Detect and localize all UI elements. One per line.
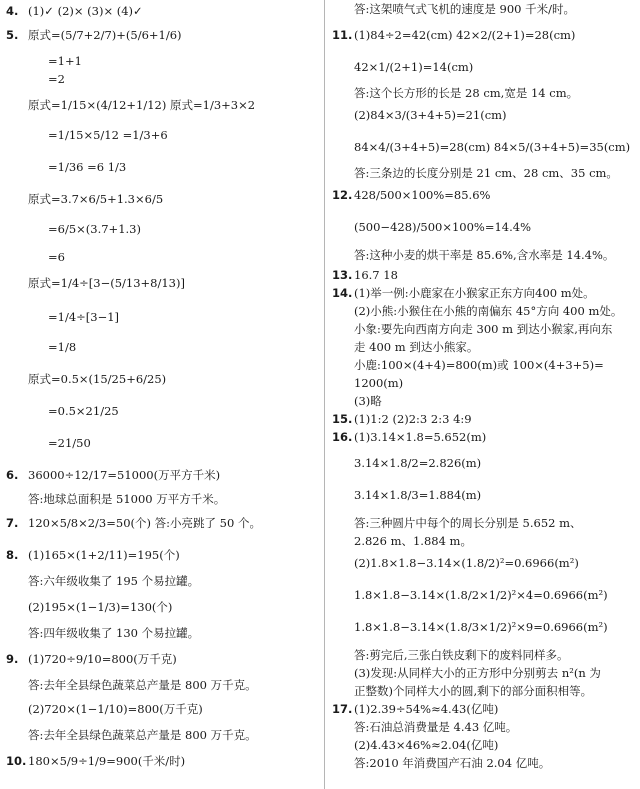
answer-line <box>332 488 636 502</box>
answer-text: 答:去年全县绿色蔬菜总产量是 800 万千克。 <box>28 678 257 692</box>
answer-line <box>332 340 636 354</box>
answer-text: (2)84×3/(3+4+5)=21(cm) <box>354 108 507 122</box>
answer-text: 答:这种小麦的烘干率是 85.6%,含水率是 14.4%。 <box>354 248 615 262</box>
answer-line <box>332 166 636 180</box>
answer-text: =6 <box>48 250 65 264</box>
answer-line <box>6 652 316 666</box>
question-number: 16. <box>332 430 353 444</box>
answer-line <box>6 574 316 588</box>
answer-line <box>6 222 316 236</box>
question-number: 9. <box>6 652 19 666</box>
question-number: 15. <box>332 412 353 426</box>
answer-line <box>6 72 316 86</box>
answer-line <box>332 666 636 680</box>
answer-line <box>332 738 636 752</box>
answer-text: 36000÷12/17=51000(万平方千米) <box>28 468 221 482</box>
answer-line <box>6 310 316 324</box>
answer-text: =1/8 <box>48 340 77 354</box>
answer-text: (1)3.14×1.8=5.652(m) <box>354 430 487 444</box>
answer-line <box>6 492 316 506</box>
answer-text: 正整数)个同样大小的圆,剩下的部分面积相等。 <box>354 684 593 698</box>
answer-line <box>332 108 636 122</box>
answer-text: =1/15×5/12 =1/3+6 <box>48 128 168 142</box>
answer-text: (2)小熊:小猴住在小熊的南偏东 45°方向 400 m处。 <box>354 304 623 318</box>
answer-text: 答:2010 年消费国产石油 2.04 亿吨。 <box>354 756 551 770</box>
answer-line <box>332 516 636 530</box>
answer-line <box>332 188 636 202</box>
answer-text: =0.5×21/25 <box>48 404 119 418</box>
answer-text: =2 <box>48 72 65 86</box>
answer-text: 原式=0.5×(15/25+6/25) <box>28 372 167 386</box>
answer-line <box>332 648 636 662</box>
answer-text: 答:石油总消费量是 4.43 亿吨。 <box>354 720 518 734</box>
answer-line <box>6 548 316 562</box>
answer-text: =1/36 =6 1/3 <box>48 160 127 174</box>
answer-line <box>6 516 316 530</box>
answer-text: (3)略 <box>354 394 382 408</box>
answer-text: 3.14×1.8/3=1.884(m) <box>354 488 482 502</box>
answer-line <box>332 620 636 634</box>
answer-text: 小鹿:100×(4+4)=800(m)或 100×(4+3+5)= <box>354 358 604 372</box>
answer-line <box>6 192 316 206</box>
answer-text: 答:六年级收集了 195 个易拉罐。 <box>28 574 200 588</box>
answer-text: 84×4/(3+4+5)=28(cm) 84×5/(3+4+5)=35(cm) <box>354 140 631 154</box>
answer-line <box>6 468 316 482</box>
answer-line <box>332 720 636 734</box>
answer-line <box>6 600 316 614</box>
column-divider <box>324 0 325 789</box>
answer-text: 428/500×100%=85.6% <box>354 188 491 202</box>
answer-text: 原式=1/15×(4/12+1/12) 原式=1/3+3×2 <box>28 98 256 112</box>
answer-text: 180×5/9÷1/9=900(千米/时) <box>28 754 186 768</box>
answer-text: (3)发现:从同样大小的正方形中分别剪去 n²(n 为 <box>354 666 601 680</box>
answer-text: (1)举一例:小鹿家在小猴家正东方向400 m处。 <box>354 286 595 300</box>
question-number: 10. <box>6 754 27 768</box>
question-number: 4. <box>6 4 19 18</box>
question-number: 6. <box>6 468 19 482</box>
answer-line <box>6 160 316 174</box>
answer-line <box>6 702 316 716</box>
question-number: 8. <box>6 548 19 562</box>
answer-line <box>332 702 636 716</box>
answer-text: 答:四年级收集了 130 个易拉罐。 <box>28 626 200 640</box>
answer-text: (2)720×(1−1/10)=800(万千克) <box>28 702 203 716</box>
question-number: 11. <box>332 28 353 42</box>
answer-line <box>332 140 636 154</box>
answer-line <box>332 684 636 698</box>
answer-line <box>6 754 316 768</box>
answer-line <box>332 394 636 408</box>
answer-line <box>332 248 636 262</box>
answer-line <box>332 86 636 100</box>
answer-line <box>332 534 636 548</box>
answer-line <box>6 372 316 386</box>
answer-line <box>332 304 636 318</box>
answer-line <box>332 268 636 282</box>
answer-line <box>6 728 316 742</box>
answer-text: (2)4.43×46%≈2.04(亿吨) <box>354 738 499 752</box>
answer-line <box>6 626 316 640</box>
answer-line <box>332 322 636 336</box>
answer-text: (1)165×(1+2/11)=195(个) <box>28 548 180 562</box>
answer-line <box>6 276 316 290</box>
answer-text: (2)195×(1−1/3)=130(个) <box>28 600 173 614</box>
question-number: 7. <box>6 516 19 530</box>
answer-line <box>332 412 636 426</box>
answer-line <box>332 358 636 372</box>
answer-text: 小象:要先向西南方向走 300 m 到达小猴家,再向东 <box>354 322 613 336</box>
answer-line <box>6 404 316 418</box>
answer-line <box>332 220 636 234</box>
answer-text: (1)1:2 (2)2:3 2:3 4:9 <box>354 412 472 426</box>
answer-line <box>332 60 636 74</box>
answer-text: (1)✓ (2)× (3)× (4)✓ <box>28 4 143 18</box>
answer-line <box>6 340 316 354</box>
question-number: 13. <box>332 268 353 282</box>
answer-text: 1.8×1.8−3.14×(1.8/3×1/2)²×9=0.6966(m²) <box>354 620 608 634</box>
question-number: 17. <box>332 702 353 716</box>
answer-text: 3.14×1.8/2=2.826(m) <box>354 456 482 470</box>
answer-line <box>6 250 316 264</box>
answer-line <box>6 28 316 42</box>
answer-line <box>6 98 316 112</box>
answer-text: 答:去年全县绿色蔬菜总产量是 800 万千克。 <box>28 728 257 742</box>
answer-text: (1)84÷2=42(cm) 42×2/(2+1)=28(cm) <box>354 28 576 42</box>
answer-line <box>6 54 316 68</box>
answer-text: 原式=3.7×6/5+1.3×6/5 <box>28 192 164 206</box>
answer-text: 120×5/8×2/3=50(个) 答:小亮跳了 50 个。 <box>28 516 261 530</box>
answer-line <box>332 2 636 16</box>
question-number: 5. <box>6 28 19 42</box>
answer-line <box>332 756 636 770</box>
answer-text: 走 400 m 到达小熊家。 <box>354 340 479 354</box>
answer-text: (1)720÷9/10=800(万千克) <box>28 652 177 666</box>
answer-text: 答:这架喷气式飞机的速度是 900 千米/时。 <box>354 2 576 16</box>
answer-text: 42×1/(2+1)=14(cm) <box>354 60 474 74</box>
answer-text: =6/5×(3.7+1.3) <box>48 222 141 236</box>
answer-text: 答:地球总面积是 51000 万平方千米。 <box>28 492 226 506</box>
answer-text: 答:三条边的长度分别是 21 cm、28 cm、35 cm。 <box>354 166 618 180</box>
answer-text: 16.7 18 <box>354 268 398 282</box>
answer-line <box>332 456 636 470</box>
answer-text: (500−428)/500×100%=14.4% <box>354 220 532 234</box>
answer-text: =1+1 <box>48 54 82 68</box>
answer-text: 原式=1/4÷[3−(5/13+8/13)] <box>28 276 185 290</box>
question-number: 12. <box>332 188 353 202</box>
answer-line <box>332 556 636 570</box>
answer-text: 原式=(5/7+2/7)+(5/6+1/6) <box>28 28 182 42</box>
answer-text: (2)1.8×1.8−3.14×(1.8/2)²=0.6966(m²) <box>354 556 579 570</box>
answer-line <box>332 588 636 602</box>
answer-text: 答:这个长方形的长是 28 cm,宽是 14 cm。 <box>354 86 579 100</box>
answer-text: =1/4÷[3−1] <box>48 310 120 324</box>
answer-text: 答:剪完后,三张白铁皮剩下的废料同样多。 <box>354 648 569 662</box>
answer-line <box>332 430 636 444</box>
answer-line <box>332 28 636 42</box>
answer-line <box>6 128 316 142</box>
answer-text: =21/50 <box>48 436 91 450</box>
answer-text: 1.8×1.8−3.14×(1.8/2×1/2)²×4=0.6966(m²) <box>354 588 608 602</box>
answer-line <box>332 376 636 390</box>
answer-line <box>6 4 316 18</box>
answer-text: (1)2.39÷54%≈4.43(亿吨) <box>354 702 499 716</box>
answer-line <box>332 286 636 300</box>
answer-text: 2.826 m、1.884 m。 <box>354 534 472 548</box>
answer-text: 1200(m) <box>354 376 404 390</box>
question-number: 14. <box>332 286 353 300</box>
answer-text: 答:三种圆片中每个的周长分别是 5.652 m、 <box>354 516 582 530</box>
answer-line <box>6 436 316 450</box>
answer-line <box>6 678 316 692</box>
